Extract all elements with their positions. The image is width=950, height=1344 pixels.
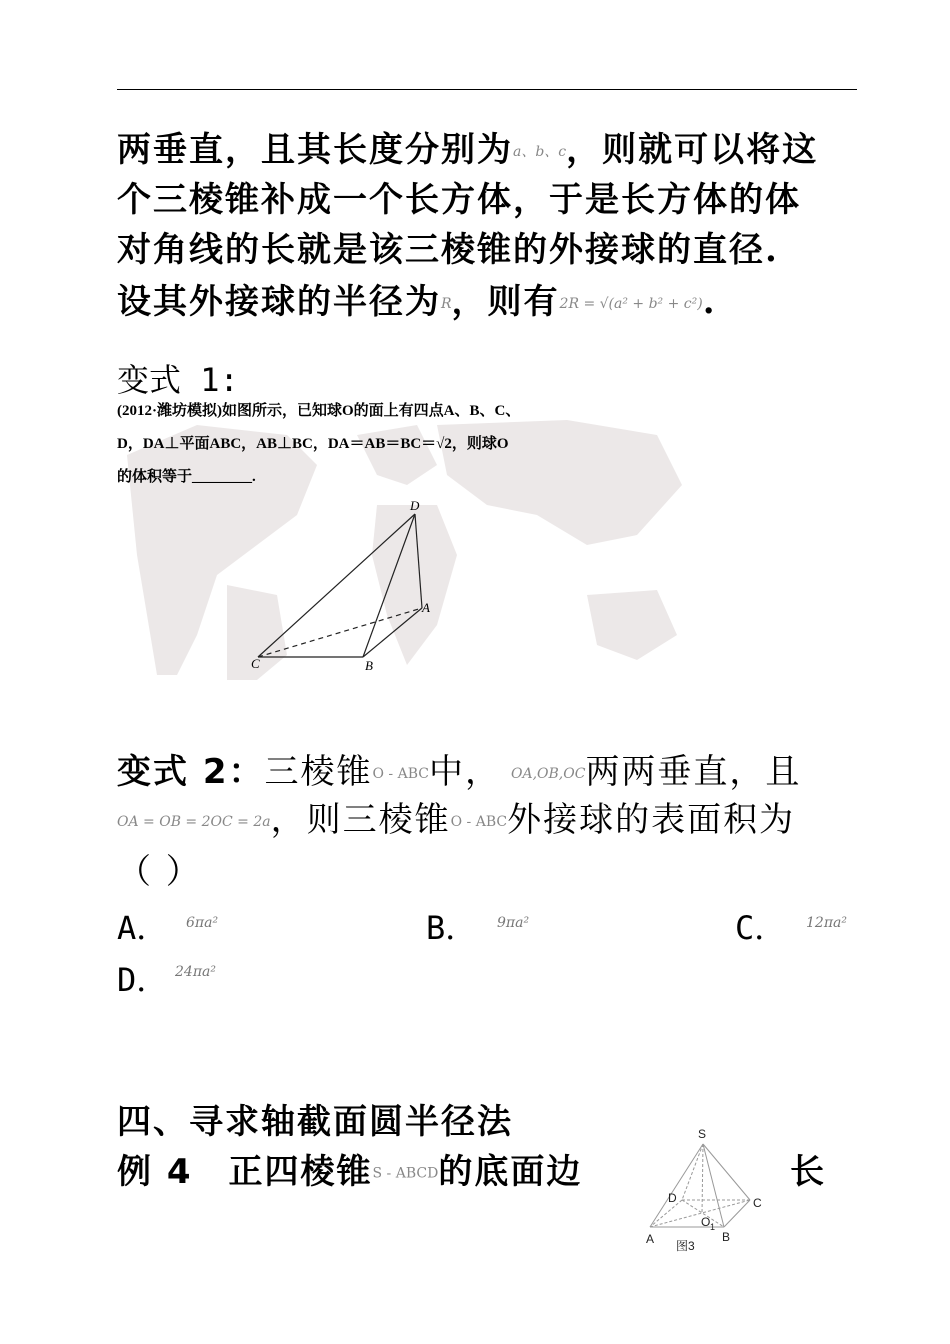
example4-tail: 长 xyxy=(790,1152,826,1192)
label-O: O xyxy=(701,1215,711,1229)
label-C: C xyxy=(251,656,260,671)
text: ，则有 xyxy=(451,282,560,322)
math-abc: a、b、c xyxy=(513,144,567,160)
math-OABC: O - ABC xyxy=(450,814,508,830)
pyramid-figure xyxy=(640,1122,770,1257)
variant2-answer-blank: （ ） xyxy=(117,852,202,892)
text: 三棱锥 xyxy=(264,752,373,792)
text: 设其外接球的半径为 xyxy=(117,282,441,322)
para1-line1 xyxy=(117,130,818,172)
option-C-value: 12πa² xyxy=(806,915,847,931)
variant2-line2 xyxy=(117,800,795,842)
text: ，则三棱锥 xyxy=(270,800,451,840)
text: 中， xyxy=(428,752,501,792)
math-SABCD: S - ABCD xyxy=(372,1165,439,1182)
math-OABC: O - ABC xyxy=(372,766,429,782)
option-C-label: C． xyxy=(735,909,787,947)
para1-line4 xyxy=(117,282,717,324)
pyramid-diagram xyxy=(640,1122,770,1257)
text: 两垂直，且其长度分别为 xyxy=(117,130,513,170)
variant2-heading: 变式 2： xyxy=(117,752,265,792)
variant1-problem-line3: 的体积等于________. xyxy=(117,469,256,485)
variant2-line1 xyxy=(117,752,801,794)
option-B-value: 9πa² xyxy=(497,915,530,931)
option-A-label: A． xyxy=(117,909,169,947)
edge-CA-hidden xyxy=(258,608,422,657)
variant1-problem-line1: (2012·潍坊模拟)如图所示，已知球O的面上有四点A、B、C、 xyxy=(117,403,521,419)
option-A-value: 6πa² xyxy=(186,915,219,931)
label-S: S xyxy=(698,1127,707,1141)
para1-line2: 个三棱锥补成一个长方体，于是长方体的体 xyxy=(117,180,801,220)
label-B: B xyxy=(722,1230,731,1244)
math-formula: 2R = √(a² + b² + c²) xyxy=(559,296,703,312)
variant1-figure xyxy=(117,395,687,680)
example-label: 例 4 xyxy=(117,1152,193,1192)
text: . xyxy=(702,282,717,322)
label-A: A xyxy=(422,600,430,615)
text: 的底面边 xyxy=(438,1152,583,1192)
label-B: B xyxy=(365,658,373,673)
edge-DA xyxy=(415,514,422,608)
text: 外接球的表面积为 xyxy=(507,800,796,840)
text: ，则就可以将这 xyxy=(566,130,819,170)
option-B-label: B． xyxy=(426,909,478,947)
text: 正四棱锥 xyxy=(228,1152,373,1192)
text: 两两垂直，且 xyxy=(585,752,802,792)
para1-line3: 对角线的长就是该三棱锥的外接球的直径. xyxy=(117,230,779,270)
label-C: C xyxy=(753,1196,762,1210)
option-D-value: 24πa² xyxy=(175,964,216,980)
section4-heading: 四、寻求轴截面圆半径法 xyxy=(117,1102,513,1142)
edge-CD xyxy=(258,514,415,657)
header-rule xyxy=(117,89,857,90)
math-OA-OB-OC: OA,OB,OC xyxy=(510,766,586,782)
figure-caption: 图3 xyxy=(676,1239,695,1253)
tetrahedron-diagram xyxy=(117,395,687,680)
variant1-heading: 变式 1: xyxy=(117,361,239,399)
math-R: R xyxy=(441,296,452,312)
label-D: D xyxy=(410,498,420,513)
label-O-sub: 1 xyxy=(710,1222,716,1232)
variant1-problem-line2: D，DA⊥平面ABC，AB⊥BC，DA＝AB＝BC＝√2，则球O xyxy=(117,436,509,452)
label-A: A xyxy=(646,1232,655,1246)
option-D-label: D． xyxy=(117,961,169,999)
math-equalities: OA = OB = 2OC = 2a xyxy=(117,814,271,830)
label-D: D xyxy=(668,1191,677,1205)
example4-line xyxy=(117,1152,582,1194)
